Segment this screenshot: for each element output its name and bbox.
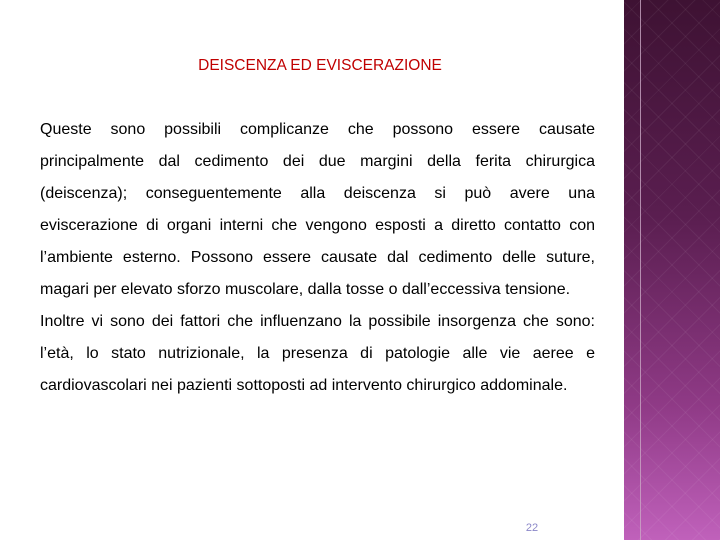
slide-body	[40, 114, 595, 402]
decorative-side-bar	[624, 0, 720, 540]
paragraph-complications: Queste sono possibili complicanze che possono essere causate principalmente dal cedimento dei due margini della ferita chirurgica (deiscenza); conseguentemente alla deiscenza si può avere una eviscerazione di organi interni che vengono esposti a diretto contatto con l’ambiente esterno. Possono essere causate dal cedimento delle suture, magari per elevato sforzo muscolare, dalla tosse o dall’eccessiva tensione.	[40, 121, 595, 298]
page-number: 22	[525, 522, 539, 534]
paragraph-risk-factors: Inoltre vi sono dei fattori che influenzano la possibile insorgenza che sono: l’età, lo stato nutrizionale, la presenza di patologie alle vie aeree e cardiovascolari nei pazienti sottoposti ad intervento chirurgico addominale.	[40, 313, 595, 394]
slide-title: DEISCENZA ED EVISCERAZIONE	[198, 57, 442, 74]
side-bar-divider	[640, 0, 641, 540]
